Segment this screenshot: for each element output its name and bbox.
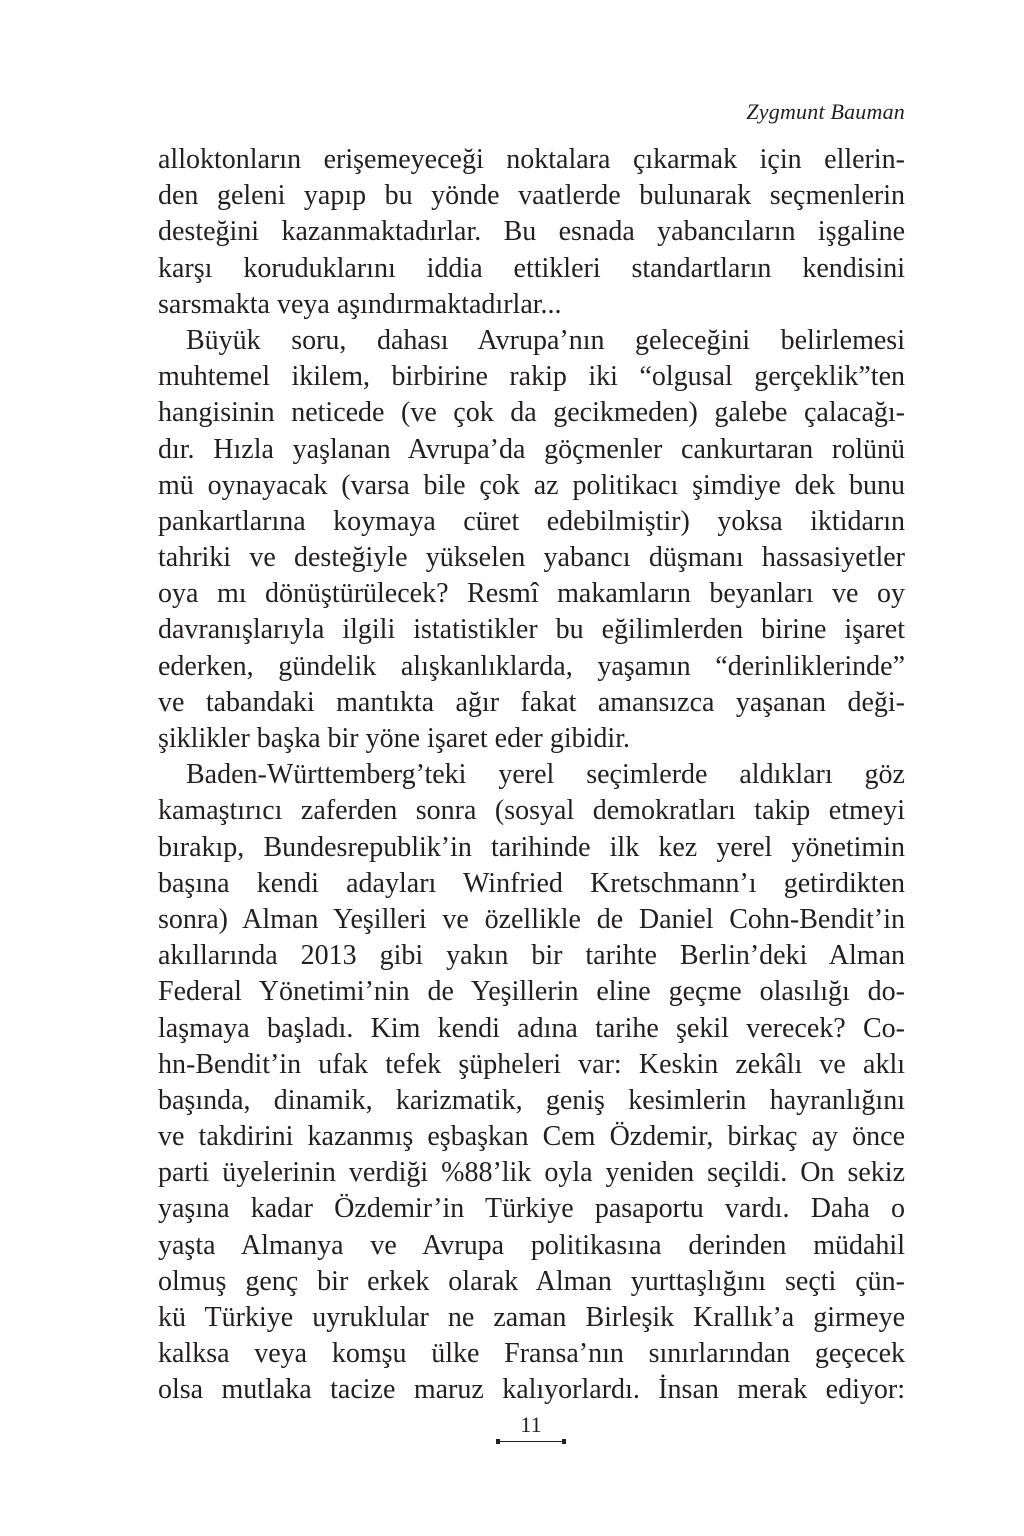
text-line: Baden-Württemberg’teki yerel seçimlerde aldıkları göz — [186, 759, 905, 791]
text-line: oya mı dönüştürülecek? Resmî makamların beyanları ve oy — [158, 578, 905, 610]
paragraph — [158, 323, 905, 757]
text-line: olsa mutlaka tacize maruz kalıyorlardı. İnsan merak ediyor: — [158, 1374, 905, 1406]
running-header-author: Zygmunt Bauman — [746, 99, 905, 124]
text-line: olmuş genç bir erkek olarak Alman yurttaşlığını seçti çün- — [158, 1265, 905, 1297]
page-footer — [0, 1412, 1024, 1442]
text-line: tahriki ve desteğiyle yükselen yabancı düşmanı hassasiyetler — [158, 542, 905, 574]
text-line: ve takdirini kazanmış eşbaşkan Cem Özdemir, birkaç ay önce — [158, 1121, 905, 1153]
text-line: mü oynayacak (varsa bile çok az politikacı şimdiye dek bunu — [158, 469, 905, 501]
text-line: ve tabandaki mantıkta ağır fakat amansızca yaşanan deği- — [158, 686, 905, 718]
text-line: başında, dinamik, karizmatik, geniş kesimlerin hayranlığını — [158, 1084, 905, 1116]
text-line: karşı koruduklarını iddia ettikleri standartların kendisini — [158, 252, 905, 284]
text-line: desteğini kazanmaktadırlar. Bu esnada yabancıların işgaline — [158, 216, 905, 248]
text-line: Federal Yönetimi’nin de Yeşillerin eline geçme olasılığı do- — [158, 976, 905, 1008]
paragraph — [158, 142, 905, 323]
text-line: başına kendi adayları Winfried Kretschmann’ı getirdikten — [158, 867, 905, 899]
text-line: dır. Hızla yaşlanan Avrupa’da göçmenler cankurtaran rolünü — [158, 433, 905, 465]
body-text — [158, 142, 905, 1409]
text-line: yaşta Almanya ve Avrupa politikasına derinden müdahil — [158, 1229, 905, 1261]
text-line: hn-Bendit’in ufak tefek şüpheleri var: Keskin zekâlı ve aklı — [158, 1048, 905, 1080]
page-number: 11 — [498, 1412, 563, 1442]
text-line: kamaştırıcı zaferden sonra (sosyal demokratları takip etmeyi — [158, 795, 905, 827]
text-line: hangisinin neticede (ve çok da gecikmeden) galebe çalacağı- — [158, 397, 905, 429]
text-line: akıllarında 2013 gibi yakın bir tarihte Berlin’deki Alman — [158, 940, 905, 972]
text-line: sarsmakta veya aşındırmaktadırlar... — [158, 288, 562, 320]
text-line: yaşına kadar Özdemir’in Türkiye pasaportu vardı. Daha o — [158, 1193, 905, 1225]
text-line: laşmaya başladı. Kim kendi adına tarihe şekil verecek? Co- — [158, 1012, 905, 1044]
text-line: ederken, gündelik alışkanlıklarda, yaşamın “derinliklerinde” — [158, 650, 905, 682]
text-line: kalksa veya komşu ülke Fransa’nın sınırlarından geçecek — [158, 1338, 905, 1370]
text-line: davranışlarıyla ilgili istatistikler bu eğilimlerden birine işaret — [158, 614, 905, 646]
text-line: parti üyelerinin verdiği %88’lik oyla yeniden seçildi. On sekiz — [158, 1157, 905, 1189]
text-line: şiklikler başka bir yöne işaret eder gibidir. — [158, 723, 630, 754]
text-line: alloktonların erişemeyeceği noktalara çıkarmak için ellerin- — [158, 144, 905, 175]
text-line: muhtemel ikilem, birbirine rakip iki “olgusal gerçeklik”ten — [158, 361, 905, 393]
text-line: pankartlarına koymaya cüret edebilmiştir) yoksa iktidarın — [158, 505, 905, 537]
paragraph — [158, 757, 905, 1408]
text-line: den geleni yapıp bu yönde vaatlerde bulunarak seçmenlerin — [158, 180, 905, 212]
text-line: sonra) Alman Yeşilleri ve özellikle de Daniel Cohn-Bendit’in — [158, 903, 905, 935]
text-line: Büyük soru, dahası Avrupa’nın geleceğini belirlemesi — [186, 324, 905, 356]
text-line: kü Türkiye uyruklular ne zaman Birleşik Krallık’a girmeye — [158, 1302, 905, 1333]
text-line: bırakıp, Bundesrepublik’in tarihinde ilk kez yerel yönetimin — [158, 831, 905, 863]
